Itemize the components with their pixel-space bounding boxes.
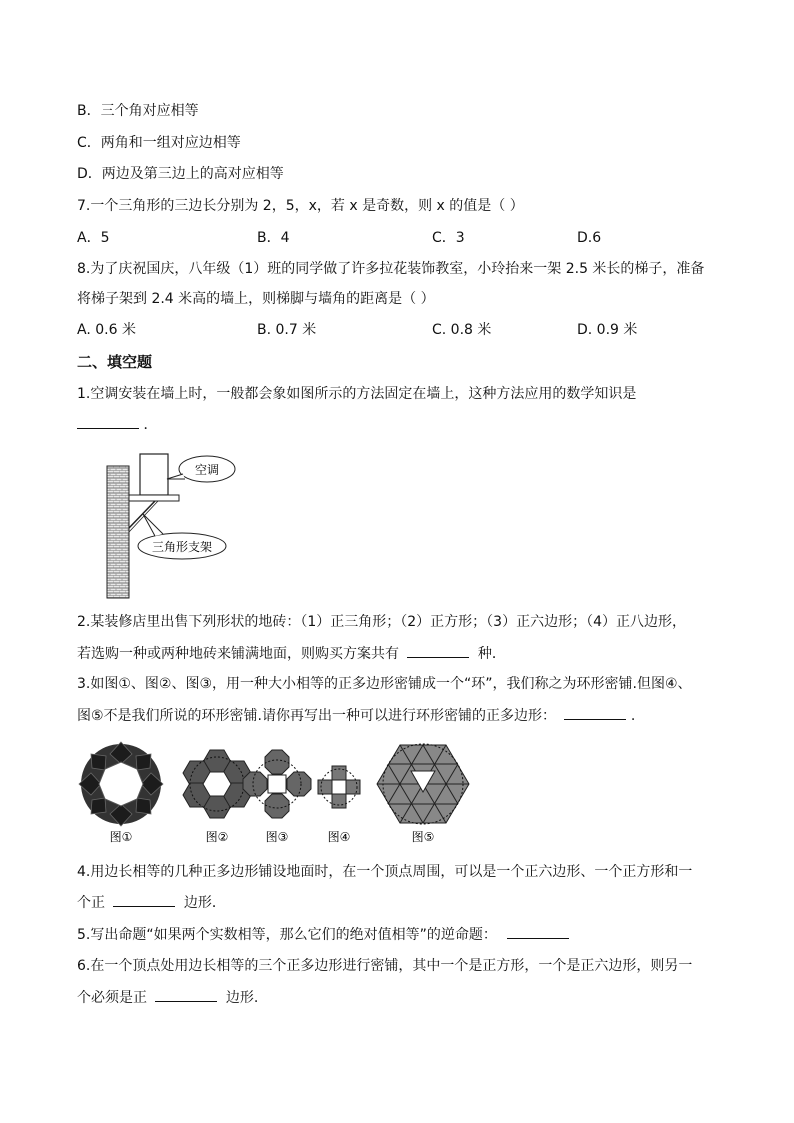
option-d-line: D．两边及第三边上的高对应相等 <box>77 166 284 182</box>
ac-bracket-figure <box>95 448 255 603</box>
answer-blank[interactable] <box>155 987 217 1002</box>
fill-q3-pre: 图⑤不是我们所说的环形密铺.请你再写出一种可以进行环形密铺的正多边形： <box>77 708 556 724</box>
section-title: 二、填空题 <box>77 353 153 371</box>
q8-option-b: B. 0.7 米 <box>257 322 317 338</box>
shelf-plate <box>129 495 179 501</box>
answer-blank[interactable] <box>77 414 139 429</box>
fill-q3-line1: 3.如图①、图②、图③，用一种大小相等的正多边形密铺成一个“环”，我们称之为环形密铺.但图④、 <box>77 676 692 692</box>
fill-q5-line <box>77 924 569 945</box>
figure-5-caption: 图⑤ <box>411 830 435 844</box>
figure-4-square-cross <box>318 766 360 808</box>
figure-2-hexagon-ring <box>183 750 251 818</box>
fill-q6-line1: 6.在一个顶点处用边长相等的三个正多边形进行密铺，其中一个是正方形，一个是正六边形，则另一 <box>77 958 693 974</box>
option-b-line: B．三个角对应相等 <box>77 103 199 119</box>
q7-option-c: C．3 <box>432 230 465 246</box>
fill-q3-line2 <box>77 705 635 726</box>
q7-option-b: B．4 <box>257 230 290 246</box>
fill-q6-line2 <box>77 987 258 1008</box>
figure-5-triangle-hexagon <box>377 744 469 824</box>
answer-blank[interactable] <box>507 924 569 939</box>
fill-q4-line1: 4.用边长相等的几种正多边形铺设地面时，在一个顶点周围，可以是一个正六边形、一个正方形和一 <box>77 864 693 880</box>
fill-q4-line2 <box>77 892 226 913</box>
fill-q1-line1: 1.空调安装在墙上时，一般都会象如图所示的方法固定在墙上，这种方法应用的数学知识是 <box>77 386 637 402</box>
fill-q2-pre: 若选购一种或两种地砖来铺满地面，则购买方案共有 <box>77 646 399 662</box>
fill-q6-post: 边形. <box>225 990 259 1006</box>
q7-option-a: A．5 <box>77 230 110 246</box>
ac-label: 空调 <box>194 463 220 477</box>
figure-1-pentagon-ring <box>79 742 163 826</box>
figure-3-caption: 图③ <box>265 830 289 844</box>
answer-blank[interactable] <box>407 643 469 658</box>
answer-blank[interactable] <box>113 892 175 907</box>
fill-q6-pre: 个必须是正 <box>77 990 147 1006</box>
q7-option-d: D.6 <box>577 230 602 246</box>
air-conditioner-box <box>140 454 168 495</box>
figure-3-octagon-ring <box>243 750 311 818</box>
answer-blank[interactable] <box>564 705 626 720</box>
q8-stem-line2: 将梯子架到 2.4 米高的墙上，则梯脚与墙角的距离是（ ） <box>77 291 435 307</box>
q8-option-d: D. 0.9 米 <box>577 322 638 338</box>
q7-stem: 7.一个三角形的三边长分别为 2，5，x，若 x 是奇数，则 x 的值是（ ） <box>77 198 524 214</box>
tessellation-figures <box>78 740 478 848</box>
fill-q5-text: 5.写出命题“如果两个实数相等，那么它们的绝对值相等”的逆命题： <box>77 927 497 943</box>
q8-option-c: C. 0.8 米 <box>432 322 492 338</box>
figure-1-caption: 图① <box>109 830 133 844</box>
fill-q4-post: 边形． <box>183 895 226 911</box>
fill-q4-pre: 个正 <box>77 895 105 911</box>
bracket-label: 三角形支架 <box>151 540 213 554</box>
fill-q1-line2 <box>77 414 157 435</box>
fill-q2-line1: 2.某装修店里出售下列形状的地砖：（1）正三角形；（2）正方形；（3）正六边形；（4）正八边形， <box>77 614 686 630</box>
fill-q2-post: 种． <box>477 646 506 662</box>
figure-4-caption: 图④ <box>327 830 351 844</box>
fill-q1-end: ． <box>143 417 158 433</box>
figure-2-caption: 图② <box>205 830 229 844</box>
option-c-line: C．两角和一组对应边相等 <box>77 135 241 151</box>
brick-wall <box>107 466 129 598</box>
q8-option-a: A. 0.6 米 <box>77 322 136 338</box>
q8-stem-line1: 8.为了庆祝国庆，八年级（1）班的同学做了许多拉花装饰教室，小玲抬来一架 2.5 米长的梯子，准备 <box>77 261 705 277</box>
fill-q3-post: . <box>630 708 636 724</box>
fill-q2-line2 <box>77 643 506 664</box>
